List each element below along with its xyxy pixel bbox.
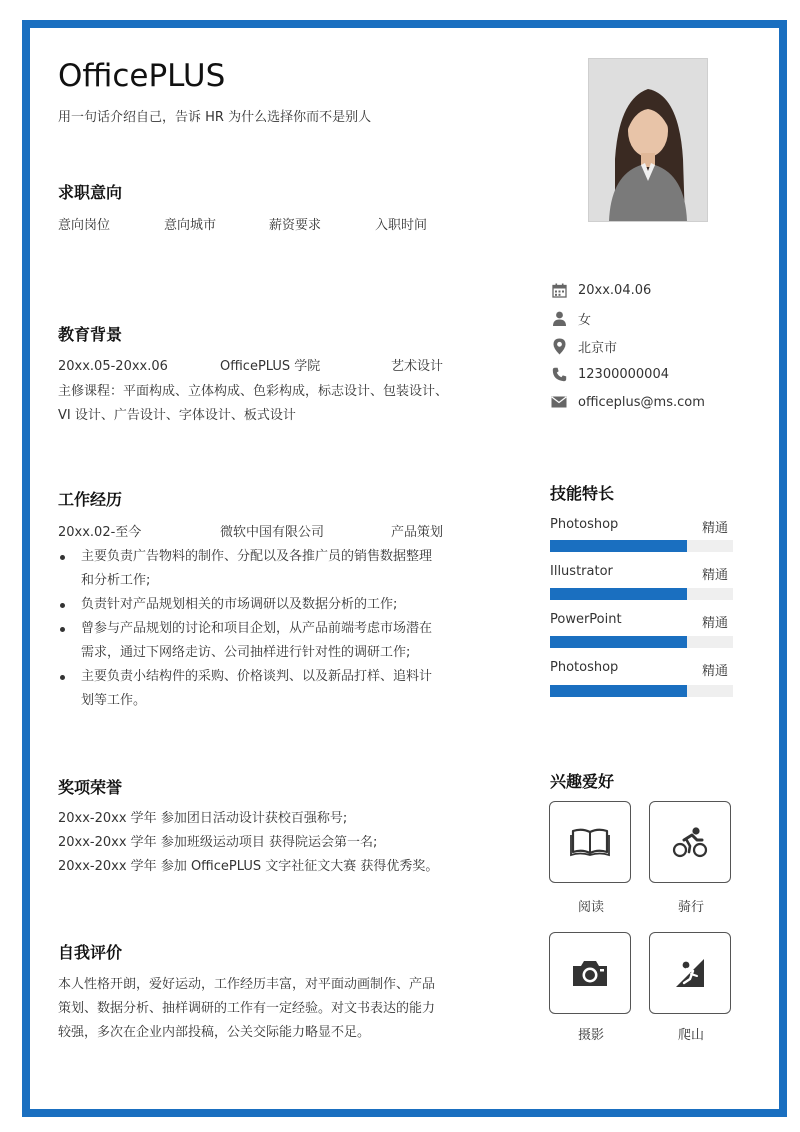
work-company: 微软中国有限公司	[220, 525, 325, 540]
cycling-icon	[672, 826, 708, 858]
camera-icon	[571, 958, 609, 988]
skill-level: 精通	[702, 616, 729, 631]
education-school: OfficePLUS 学院	[220, 359, 321, 374]
skill-bar-fill	[550, 636, 687, 648]
award-item: 20xx-20xx 学年 参加班级运动项目 获得院运会第一名;	[58, 835, 378, 850]
section-title-skills: 技能特长	[550, 484, 615, 503]
contact-value: 20xx.04.06	[578, 282, 652, 298]
tagline: 用一句话介绍自己，告诉 HR 为什么选择你而不是别人	[58, 110, 372, 125]
skill-bar-fill	[550, 588, 687, 600]
contact-email	[550, 391, 705, 413]
bullet-line: 负责针对产品规划相关的市场调研以及数据分析的工作;	[81, 597, 398, 612]
section-title-education: 教育背景	[58, 325, 123, 344]
section-title-job-intent: 求职意向	[58, 183, 123, 202]
award-item: 20xx-20xx 学年 参加 OfficePLUS 文字社征文大赛 获得优秀奖。	[58, 859, 439, 874]
hobby-reading	[549, 801, 631, 883]
profile-photo	[588, 58, 708, 222]
skill-level: 精通	[702, 664, 729, 679]
contact-value: 北京市	[578, 340, 618, 356]
climbing-icon	[673, 957, 707, 989]
hobby-climbing	[649, 932, 731, 1014]
portrait-illustration	[589, 59, 707, 221]
contact-city	[550, 335, 617, 357]
location-pin-icon	[550, 337, 568, 355]
candidate-name: OfficePLUS	[58, 58, 226, 94]
contact-gender	[550, 307, 591, 329]
hobby-label: 阅读	[577, 900, 604, 915]
person-icon	[550, 309, 568, 327]
list-item	[58, 593, 478, 617]
list-item	[58, 617, 478, 665]
calendar-icon	[550, 281, 568, 299]
education-courses-line-1: 主修课程：平面构成、立体构成、色彩构成，标志设计、包装设计、	[58, 384, 449, 399]
skill-bar	[550, 540, 733, 552]
contact-phone	[550, 363, 669, 385]
contact-value: officeplus@ms.com	[578, 394, 705, 410]
contact-value: 女	[578, 312, 592, 328]
skill-name: Photoshop	[550, 660, 619, 675]
skill-level: 精通	[702, 568, 729, 583]
bullet-line: 主要负责小结构件的采购、价格谈判、以及新品打样、追料计	[81, 669, 433, 684]
skill-name: PowerPoint	[550, 612, 622, 627]
education-period: 20xx.05-20xx.06	[58, 359, 168, 374]
section-title-hobbies: 兴趣爱好	[550, 772, 615, 791]
envelope-icon	[550, 393, 568, 411]
hobby-label: 爬山	[677, 1028, 704, 1043]
job-intent-salary: 薪资要求	[269, 218, 322, 233]
self-eval-line: 较强，多次在企业内部投稿，公关交际能力略显不足。	[58, 1025, 371, 1040]
skill-bar	[550, 685, 733, 697]
job-intent-start-date: 入职时间	[375, 218, 428, 233]
hobby-label: 骑行	[677, 900, 704, 915]
education-courses-line-2: VI 设计、广告设计、字体设计、板式设计	[58, 408, 296, 423]
work-bullets	[58, 545, 478, 713]
bullet-line: 划等工作。	[81, 693, 147, 708]
work-period: 20xx.02-至今	[58, 525, 142, 540]
job-intent-position: 意向岗位	[58, 218, 111, 233]
contact-birthdate	[550, 279, 651, 301]
hobby-cycling	[649, 801, 731, 883]
bullet-line: 需求，通过下网络走访、公司抽样进行针对性的调研工作;	[81, 645, 411, 660]
section-title-self-eval: 自我评价	[58, 943, 123, 962]
bullet-line: 和分析工作;	[81, 573, 151, 588]
skill-bar-fill	[550, 685, 687, 697]
hobby-label: 摄影	[577, 1028, 604, 1043]
book-icon	[570, 827, 610, 857]
skill-name: Photoshop	[550, 517, 619, 532]
work-position: 产品策划	[391, 525, 444, 540]
self-eval-line: 策划、数据分析、抽样调研的工作有一定经验。对文书表达的能力	[58, 1001, 436, 1016]
bullet-line: 曾参与产品规划的讨论和项目企划，从产品前端考虑市场潜在	[81, 621, 433, 636]
skill-name: Illustrator	[550, 564, 613, 579]
skill-bar	[550, 636, 733, 648]
contact-value: 12300000004	[578, 366, 669, 382]
bullet-line: 主要负责广告物料的制作、分配以及各推广员的销售数据整理	[81, 549, 433, 564]
section-title-awards: 奖项荣誉	[58, 778, 123, 797]
award-item: 20xx-20xx 学年 参加团日活动设计获校百强称号;	[58, 811, 348, 826]
list-item	[58, 665, 478, 713]
education-major: 艺术设计	[391, 359, 444, 374]
phone-icon	[550, 365, 568, 383]
skill-bar	[550, 588, 733, 600]
list-item	[58, 545, 478, 593]
job-intent-city: 意向城市	[164, 218, 217, 233]
section-title-work: 工作经历	[58, 490, 123, 509]
self-eval-line: 本人性格开朗，爱好运动，工作经历丰富，对平面动画制作、产品	[58, 977, 436, 992]
hobby-photography	[549, 932, 631, 1014]
skill-bar-fill	[550, 540, 687, 552]
skill-level: 精通	[702, 521, 729, 536]
